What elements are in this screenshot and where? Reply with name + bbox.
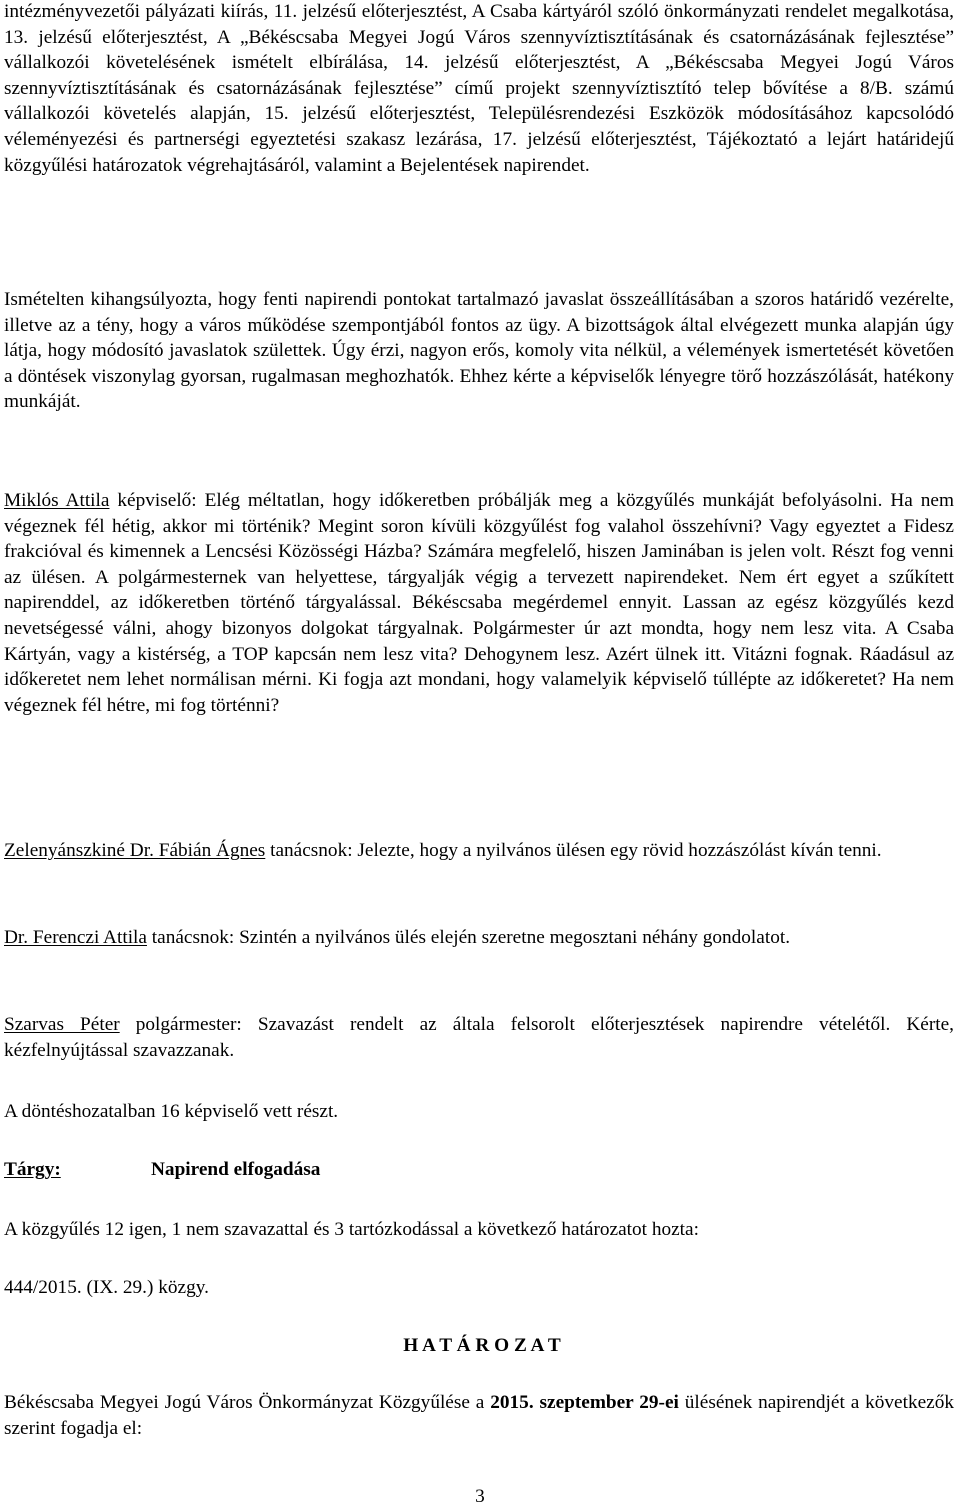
subject-value: Napirend elfogadása: [151, 1159, 321, 1180]
speech-ferenczi-attila: [4, 925, 954, 951]
speech-text: Szintén a nyilvános ülés elején szeretne megosztani néhány gondolatot.: [234, 927, 791, 948]
speech-text: Szavazást rendelt az általa felsorolt előterjesztések napirendre vételétől. Kérte, kézfelnyújtással szavazzanak.: [4, 1014, 954, 1061]
page-number: 3: [475, 1486, 485, 1507]
subject-label: Tárgy:: [4, 1159, 61, 1180]
resolution-heading: H A T Á R O Z A T: [403, 1335, 561, 1356]
speech-text: Jelezte, hogy a nyilvános ülésen egy rövid hozzászólást kíván tenni.: [352, 840, 882, 861]
speaker-role: tanácsnok:: [265, 840, 353, 861]
resolution-text: [4, 1390, 954, 1441]
speaker-name: Miklós Attila: [4, 490, 110, 511]
speaker-role: tanácsnok:: [146, 927, 235, 948]
speech-text: Elég méltatlan, hogy időkeretben próbálják meg a közgyűlés munkáját befolyásolni. Ha nem végeznek fél hétig, akkor mi történik? Megint soron kívüli közgyűlést fog valahol összehívni? Vagy egyeztet a Fidesz frakcióval és kimennek a Lencsési Közösségi Házba? Számára megfelelő, hiszen Jaminában is jelen volt. Részt fog venni az ülésen. A polgármesternek van helyettese, tárgyalják végig a tervezett napirendeket. Nem ért egyet a szűkített napirenddel, az időkeretben történő tárgyalással. Békéscsaba megérdemel ennyit. Lassan az egész közgyűlés kezd nevetségessé válni, ahogy bizonyos dolgokat tárgyalnak. Polgármester úr azt mondta, hogy nem lesz vita. A Csaba Kártyán, vagy a kistérség, a TOP kapcsán nem lesz vita? Dehogynem lesz. Azért ülnek itt. Vitázni fognak. Ráadásul az időkeretet nem lehet normálisan mérni. Ki fogja azt mondani, hogy valamelyik képviselő túllépte az időkeretet? Ha nem végeznek fél hétre, mi fog történni?: [4, 490, 954, 716]
speaker-name: Dr. Ferenczi Attila: [4, 927, 147, 948]
speech-zelenyanszkine: [4, 838, 954, 864]
speech-miklos-attila: [4, 488, 954, 718]
speaker-role: polgármester:: [119, 1014, 242, 1035]
resolution-number: 444/2015. (IX. 29.) közgy.: [4, 1277, 209, 1298]
resolution-year: 2015.: [490, 1392, 534, 1413]
subject-line: [4, 1157, 954, 1183]
intro-paragraph: intézményvezetői pályázati kiírás, 11. jelzésű előterjesztést, A Csaba kártyáról szóló önkormányzati rendelet megalkotása, 13. jelzésű előterjesztést, A „Békéscsaba Megyei Jogú Város szennyvíztisztításának és csatornázásának fejlesztése” vállalkozói követelésének ismételt elbírálása, 14. jelzésű előterjesztést, A „Békéscsaba Megyei Jogú Város szennyvíztisztításának és csatornázásának fejlesztése” című projekt szennyvíztisztító telep bővítése a 8/B. számú vállalkozói követelés alapján, 15. jelzésű előterjesztést, Településrendezési Eszközök módosításához kapcsolódó véleményezési és partnerségi egyeztetési szakasz lezárása, 17. jelzésű előterjesztést, Tájékoztató a lejárt határidejű közgyűlési határozatok végrehajtásáról, valamint a Bejelentések napirendet.: [4, 1, 954, 176]
speaker-name: Zelenyánszkiné Dr. Fábián Ágnes: [4, 840, 266, 861]
resolution-date: szeptember 29-ei: [539, 1392, 679, 1413]
speaker-role: képviselő:: [109, 490, 197, 511]
resolution-lead: Békéscsaba Megyei Jogú Város Önkormányzat Közgyűlése a: [4, 1392, 491, 1413]
participation-note: A döntéshozatalban 16 képviselő vett részt.: [4, 1101, 339, 1122]
speaker-name: Szarvas Péter: [4, 1014, 120, 1035]
resolution-tail: ülésének napirendjét a következők szerint fogadja el:: [4, 1392, 955, 1439]
emphasis-paragraph: Ismételten kihangsúlyozta, hogy fenti napirendi pontokat tartalmazó javaslat összeállításában a szoros határidő vezérelte, illetve az a tény, hogy a város működése szempontjából fontos az ügy. A bizottságok által elvégezett munka alapján úgy látja, hogy módosító javaslatok születtek. Úgy érzi, nagyon erős, komoly vita nélkül, a vélemények ismertetését követően a döntések viszonylag gyorsan, rugalmasan meghozhatók. Ehhez kérte a képviselők lényegre törő hozzászólását, hatékony munkáját.: [4, 289, 954, 413]
speech-szarvas-peter: [4, 1012, 954, 1063]
vote-result: A közgyűlés 12 igen, 1 nem szavazattal és 3 tartózkodással a következő határozatot hozta:: [4, 1219, 699, 1240]
